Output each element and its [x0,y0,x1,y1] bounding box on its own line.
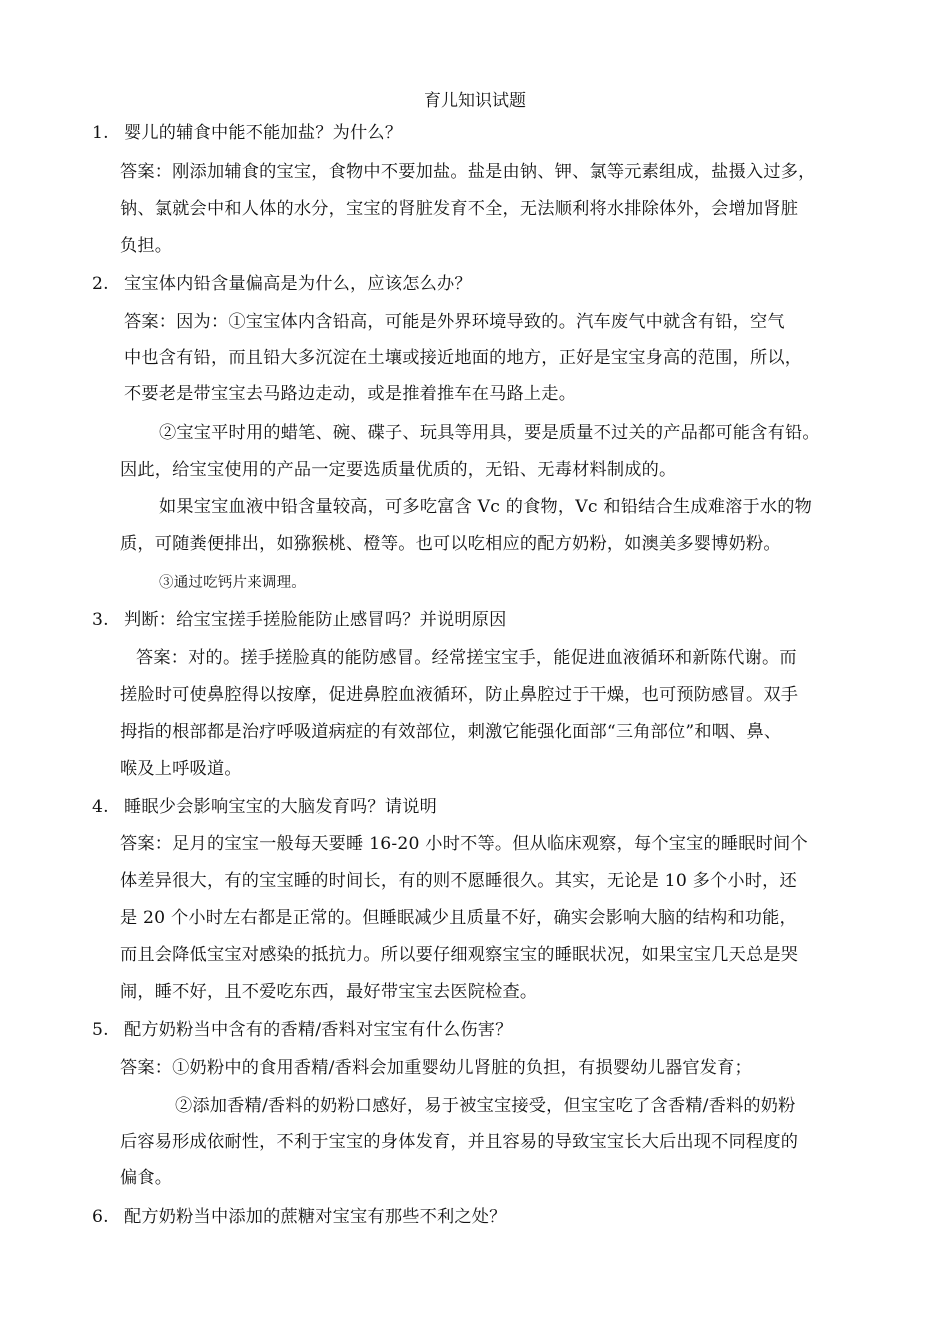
question-number: 4. [92,797,109,817]
question-text: 睡眠少会影响宝宝的大脑发育吗？请说明 [124,797,437,817]
question-number: 6. [92,1207,109,1227]
answer-line: 而且会降低宝宝对感染的抵抗力。所以要仔细观察宝宝的睡眠状况，如果宝宝几天总是哭 [120,945,799,965]
question-number: 1. [92,123,109,143]
question-number: 5. [92,1020,109,1040]
question-text: 判断：给宝宝搓手搓脸能防止感冒吗？并说明原因 [124,610,507,630]
answer-line: 如果宝宝血液中铅含量较高，可多吃富含 Vc 的食物，Vc 和铅结合生成难溶于水的物 [159,497,813,517]
answer-line: 因此，给宝宝使用的产品一定要选质量优质的，无铅、无毒材料制成的。 [120,460,677,480]
answer-line: 钠、氯就会中和人体的水分，宝宝的肾脏发育不全，无法顺利将水排除体外，会增加肾脏 [120,199,799,219]
answer-line: 体差异很大，有的宝宝睡的时间长，有的则不愿睡很久。其实，无论是 10 多个小时，还 [120,871,797,891]
answer-line: 是 20 个小时左右都是正常的。但睡眠减少且质量不好，确实会影响大脑的结构和功能， [120,908,797,928]
answer-line: 闹，睡不好，且不爱吃东西，最好带宝宝去医院检查。 [120,982,538,1002]
answer-line: 拇指的根部都是治疗呼吸道病症的有效部位，刺激它能强化面部“三角部位”和咽、鼻、 [120,722,782,742]
answer-line: 中也含有铅，而且铅大多沉淀在土壤或接近地面的地方，正好是宝宝身高的范围，所以， [124,348,803,368]
answer-line: 喉及上呼吸道。 [120,759,242,779]
question-text: 宝宝体内铅含量偏高是为什么，应该怎么办？ [124,274,472,294]
question-number: 3. [92,610,109,630]
answer-line: ②添加香精/香料的奶粉口感好，易于被宝宝接受，但宝宝吃了含香精/香料的奶粉 [175,1096,796,1116]
answer-line: 不要老是带宝宝去马路边走动，或是推着推车在马路上走。 [124,384,577,404]
answer-line: 答案：足月的宝宝一般每天要睡 16-20 小时不等。但从临床观察，每个宝宝的睡眠时间个 [120,834,808,854]
question-text: 配方奶粉当中含有的香精/香料对宝宝有什么伤害？ [124,1020,513,1040]
answer-line: 搓脸时可使鼻腔得以按摩，促进鼻腔血液循环，防止鼻腔过于干燥，也可预防感冒。双手 [120,685,799,705]
answer-line: 质，可随粪便排出，如猕猴桃、橙等。也可以吃相应的配方奶粉，如澳美多婴博奶粉。 [120,534,781,554]
question-text: 婴儿的辅食中能不能加盐？为什么？ [124,123,403,143]
answer-line: ②宝宝平时用的蜡笔、碗、碟子、玩具等用具，要是质量不过关的产品都可能含有铅。 [159,423,820,443]
answer-line: 答案：①奶粉中的食用香精/香料会加重婴幼儿肾脏的负担，有损婴幼儿器官发育； [120,1058,752,1078]
answer-line: 偏食。 [120,1168,173,1188]
question-number: 2. [92,274,109,294]
answer-line: 后容易形成依耐性，不利于宝宝的身体发育，并且容易的导致宝宝长大后出现不同程度的 [120,1132,799,1152]
answer-line: 答案：因为：①宝宝体内含铅高，可能是外界环境导致的。汽车废气中就含有铅，空气 [124,312,785,332]
answer-line: 答案：对的。搓手搓脸真的能防感冒。经常搓宝宝手，能促进血液循环和新陈代谢。而 [136,648,797,668]
answer-line: 负担。 [120,236,173,256]
answer-line: 答案：刚添加辅食的宝宝，食物中不要加盐。盐是由钠、钾、氯等元素组成，盐摄入过多， [120,162,816,182]
answer-line: ③通过吃钙片来调理。 [159,575,306,591]
document-title: 育儿知识试题 [424,91,526,111]
question-text: 配方奶粉当中添加的蔗糖对宝宝有那些不利之处？ [124,1207,507,1227]
